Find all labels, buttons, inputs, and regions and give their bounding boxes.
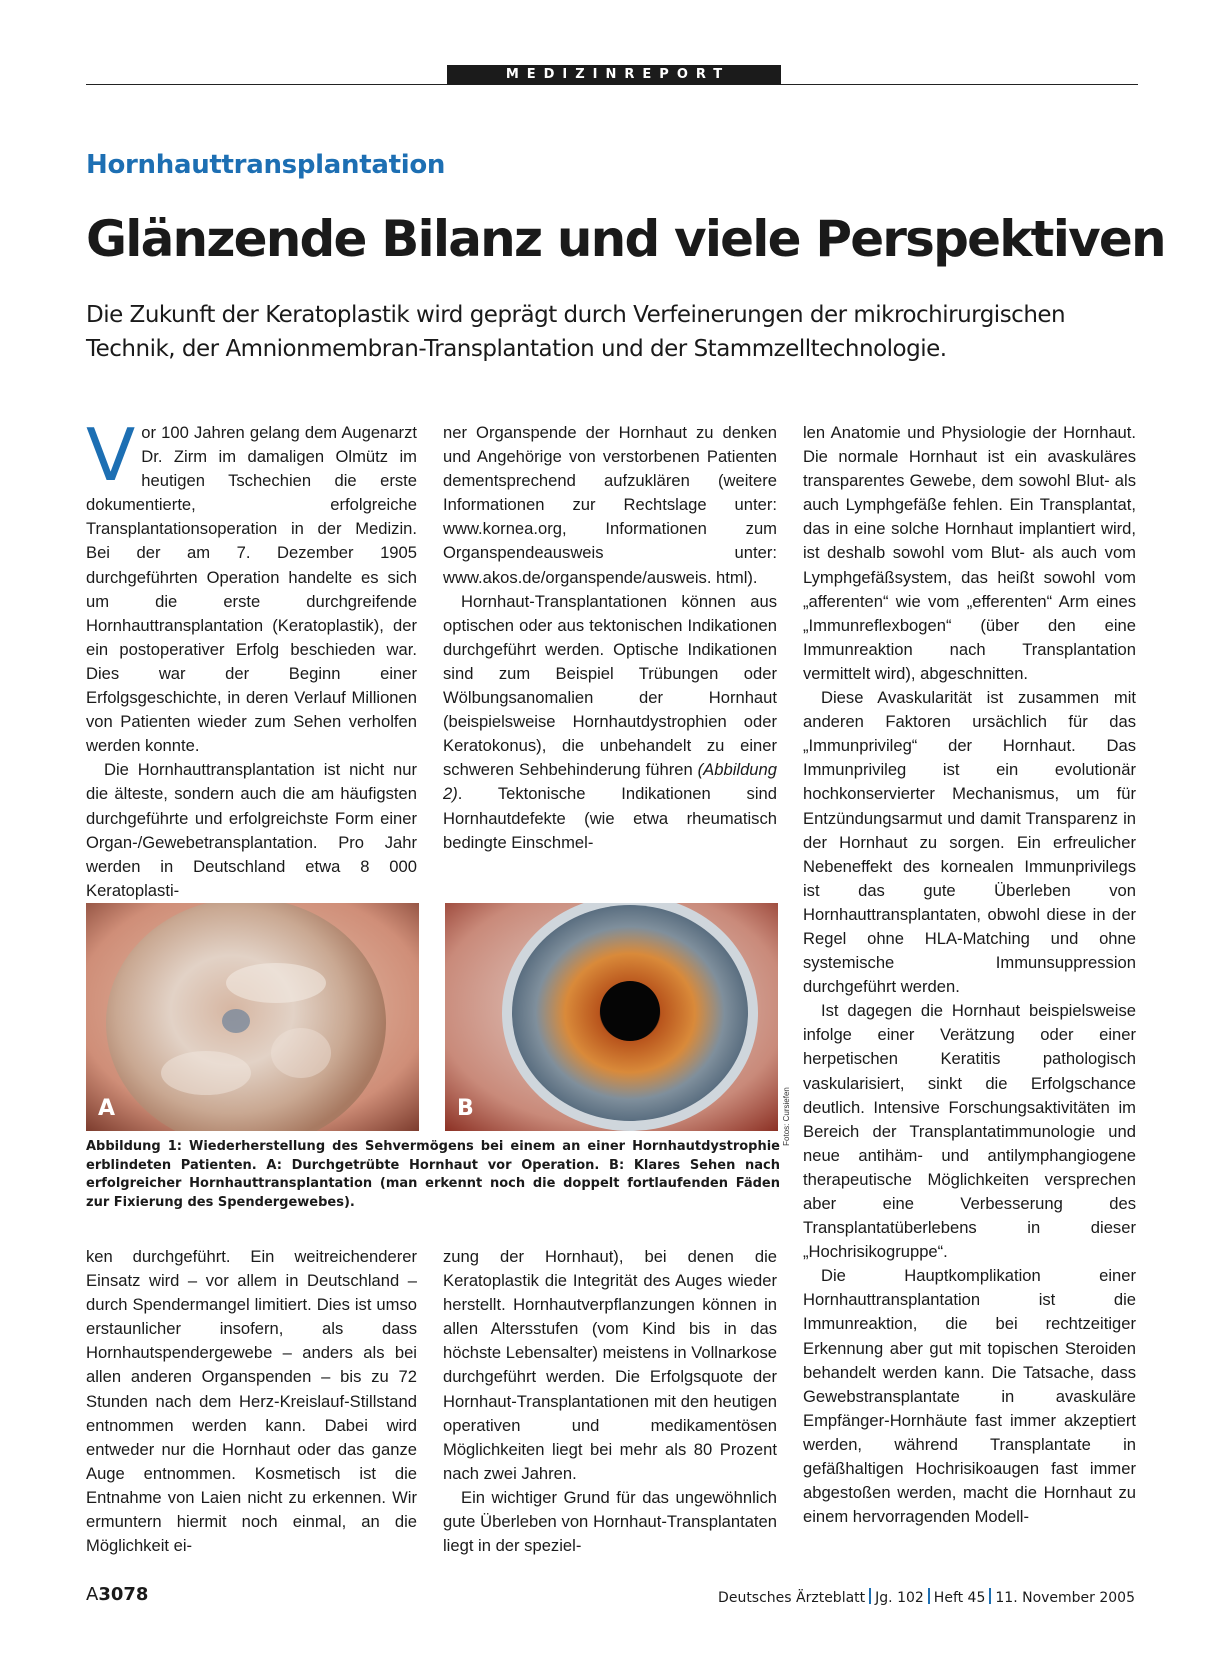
paragraph: ken durchgeführt. Ein weitreichenderer Einsatz wird – vor allem in Deutschland – durch Spendermangel limitiert. Dies ist umso erstaunlicher insofern, als dass Hornhautspendergewebe – anders als bei allen anderen Organspenden – bis zu 72 Stunden nach dem Herz-Kreislauf-Stillstand entnommen werden kann. Dabei wird entweder nur die Hornhaut oder das ganze Auge entnommen. Kosmetisch ist die Entnahme von Laien nicht zu erkennen. Wir ermuntern hiermit noch einmal, an die Möglichkeit ei- bbox=[86, 1247, 417, 1556]
eye-photo-a bbox=[86, 903, 419, 1131]
page-number bbox=[86, 1584, 148, 1605]
paragraph: ner Organspende der Hornhaut zu denken und Angehörige von verstorbenen Patienten dementsprechend aufzuklären (weitere Informationen zur Rechtslage unter: www.kornea.org, Informationen zum Organspendeausweis unter: www.akos.de/organspende/ausweis. html). bbox=[443, 423, 777, 587]
journal-name: Deutsches Ärzteblatt bbox=[718, 1590, 866, 1606]
rubric-bar bbox=[86, 65, 1138, 85]
figure-label-b: B bbox=[457, 1096, 474, 1121]
drop-cap: V bbox=[86, 413, 136, 497]
paragraph: len Anatomie und Physiologie der Hornhaut. Die normale Hornhaut ist ein avaskuläres transparentes Gewebe, dem sowohl Blut- als auch Lymphgefäße fehlen. Ein Transplantat, das in eine solche Hornhaut implantiert wird, ist deshalb sowohl vom Blut- als auch vom Lymphgefäßsystem, das heißt sowohl vom „afferenten“ wie vom „efferenten“ Arm eines „Immunreflexbogen“ (über den eine Immunreaktion nach Transplantation vermittelt wird), abgeschnitten. bbox=[803, 423, 1136, 683]
figure-caption: Abbildung 1: Wiederherstellung des Sehvermögens bei einem an einer Hornhautdystrophie erblindeten Patienten. A: Durchgetrübte Hornhaut vor Operation. B: Klares Sehen nach erfolgreicher Hornhauttransplantation (man erkennt noch die doppelt fortlaufenden Fäden zur Fixierung des Spendergewebes). bbox=[86, 1139, 780, 1210]
column-1-bottom bbox=[86, 1245, 417, 1558]
article-kicker: Hornhauttransplantation bbox=[86, 150, 446, 180]
paragraph: Diese Avaskularität ist zusammen mit anderen Faktoren ursächlich für das „Immunprivileg“ der Hornhaut. Das Immunprivileg ist ein evolutionär hochkonservierter Mechanismus, um für Entzündungsarmut und damit Transparenz in der Hornhaut zu sorgen. Ein erfreulicher Nebeneffekt des kornealen Immunprivilegs ist das gute Überleben von Hornhauttransplantaten, obwohl diese in der Regel ohne HLA-Matching und ohne systemische Immunsuppression durchgeführt werden. bbox=[803, 688, 1136, 997]
paragraph: zung der Hornhaut), bei denen die Keratoplastik die Integrität des Auges wieder herstellt. Hornhautverpflanzungen können in allen Altersstufen (vom Kind bis in das höchste Lebensalter) meistens in Vollnarkose durchgeführt werden. Die Erfolgsquote der Hornhaut-Transplantationen mit den heutigen operativen und medikamentösen Möglichkeiten liegt bei mehr als 80 Prozent nach zwei Jahren. bbox=[443, 1247, 777, 1483]
figure-a-image bbox=[86, 903, 419, 1131]
eye-photo-b bbox=[445, 903, 778, 1131]
divider bbox=[869, 1588, 871, 1604]
divider bbox=[928, 1588, 930, 1604]
column-2-bottom bbox=[443, 1245, 777, 1558]
photo-credit bbox=[779, 1087, 791, 1150]
paragraph-text: or 100 Jahren gelang dem Augenarzt Dr. Zirm im damaligen Olmütz im heutigen Tschechien die erste dokumentierte, erfolgreiche Transplantationsoperation in der Medizin. Bei der am 7. Dezember 1905 durchgeführten Operation handelte es sich um die erste durchgreifende Hornhauttransplantation (Keratoplastik), der ein postoperativer Erfolg beschieden war. Dies war der Beginn einer Erfolgsgeschichte, in deren Verlauf Millionen von Patienten wieder zum Sehen verholfen werden konnte. bbox=[86, 423, 417, 756]
figure-label-a: A bbox=[98, 1096, 116, 1121]
column-1-top bbox=[86, 413, 417, 903]
paragraph bbox=[443, 590, 777, 855]
page-prefix: A bbox=[86, 1584, 99, 1605]
page-number-value: 3078 bbox=[98, 1584, 149, 1605]
journal-info bbox=[718, 1588, 1135, 1606]
article-headline: Glänzende Bilanz und viele Perspektiven bbox=[86, 210, 1165, 268]
figure-b-image bbox=[445, 903, 778, 1131]
column-3 bbox=[803, 421, 1136, 1529]
paragraph-text: Hornhaut-Transplantationen können aus optischen oder aus tektonischen Indikationen durchgeführt werden. Optische Indikationen sind zum Beispiel Trübungen oder Wölbungsanomalien der Hornhaut (beispielsweise Hornhautdystrophien oder Keratokonus), die unbehandelt zu einer schweren Sehbehinderung führen bbox=[443, 591, 777, 780]
paragraph: Ein wichtiger Grund für das ungewöhnlich gute Überleben von Hornhaut-Transplantaten liegt in der speziel- bbox=[443, 1487, 777, 1556]
subtitle-line: Technik, der Amnionmembran-Transplantation und der Stammzelltechnologie. bbox=[86, 336, 947, 362]
paragraph: Die Hauptkomplikation einer Hornhauttransplantation ist die Immunreaktion, die bei rechtzeitiger Erkennung aber gut mit topischen Steroiden behandelt werden kann. Die Tatsache, dass Gewebstransplantate in avaskuläre Empfänger-Hornhäute fast immer akzeptiert werden, während Transplantate in gefäßhaltigen Hochrisikoaugen fast immer abgestoßen werden, macht die Hornhaut zu einem hervorragenden Modell- bbox=[803, 1266, 1136, 1527]
journal-issue: Heft 45 bbox=[933, 1590, 986, 1606]
paragraph: Ist dagegen die Hornhaut beispielsweise infolge einer Verätzung oder einer herpetischen Keratitis pathologisch vaskularisiert, sinkt die Erfolgschance deutlich. Intensive Forschungsaktivitäten im Bereich der Transplantatimmunologie und neue antihäm- und antilymphangiogene therapeutische Möglichkeiten versprechen aber eine Verbesserung des Transplantatüberlebens in dieser „Hochrisikogruppe“. bbox=[803, 1001, 1136, 1262]
photo-credit-text: Fotos: Cursiefen bbox=[781, 1087, 791, 1146]
paragraph: Die Hornhauttransplantation ist nicht nur die älteste, sondern auch die am häufigsten durchgeführte und erfolgreichste Form einer Organ-/Gewebetransplantation. Pro Jahr werden in Deutschland etwa 8 000 Keratoplasti- bbox=[86, 760, 417, 900]
paragraph bbox=[86, 413, 417, 758]
paragraph-text: . Tektonische Indikationen sind Hornhautdefekte (wie etwa rheumatisch bedingte Einschmel- bbox=[443, 784, 777, 852]
article-subtitle bbox=[86, 298, 1146, 366]
subtitle-line: Die Zukunft der Keratoplastik wird geprägt durch Verfeinerungen der mikrochirurgischen bbox=[86, 302, 1066, 328]
rubric-label: MEDIZINREPORT bbox=[447, 65, 781, 85]
journal-volume: Jg. 102 bbox=[875, 1590, 924, 1606]
column-2-top bbox=[443, 421, 777, 855]
journal-date: 11. November 2005 bbox=[995, 1590, 1135, 1606]
divider bbox=[989, 1588, 991, 1604]
figure-reference: (Abbildung 2) bbox=[443, 760, 777, 804]
